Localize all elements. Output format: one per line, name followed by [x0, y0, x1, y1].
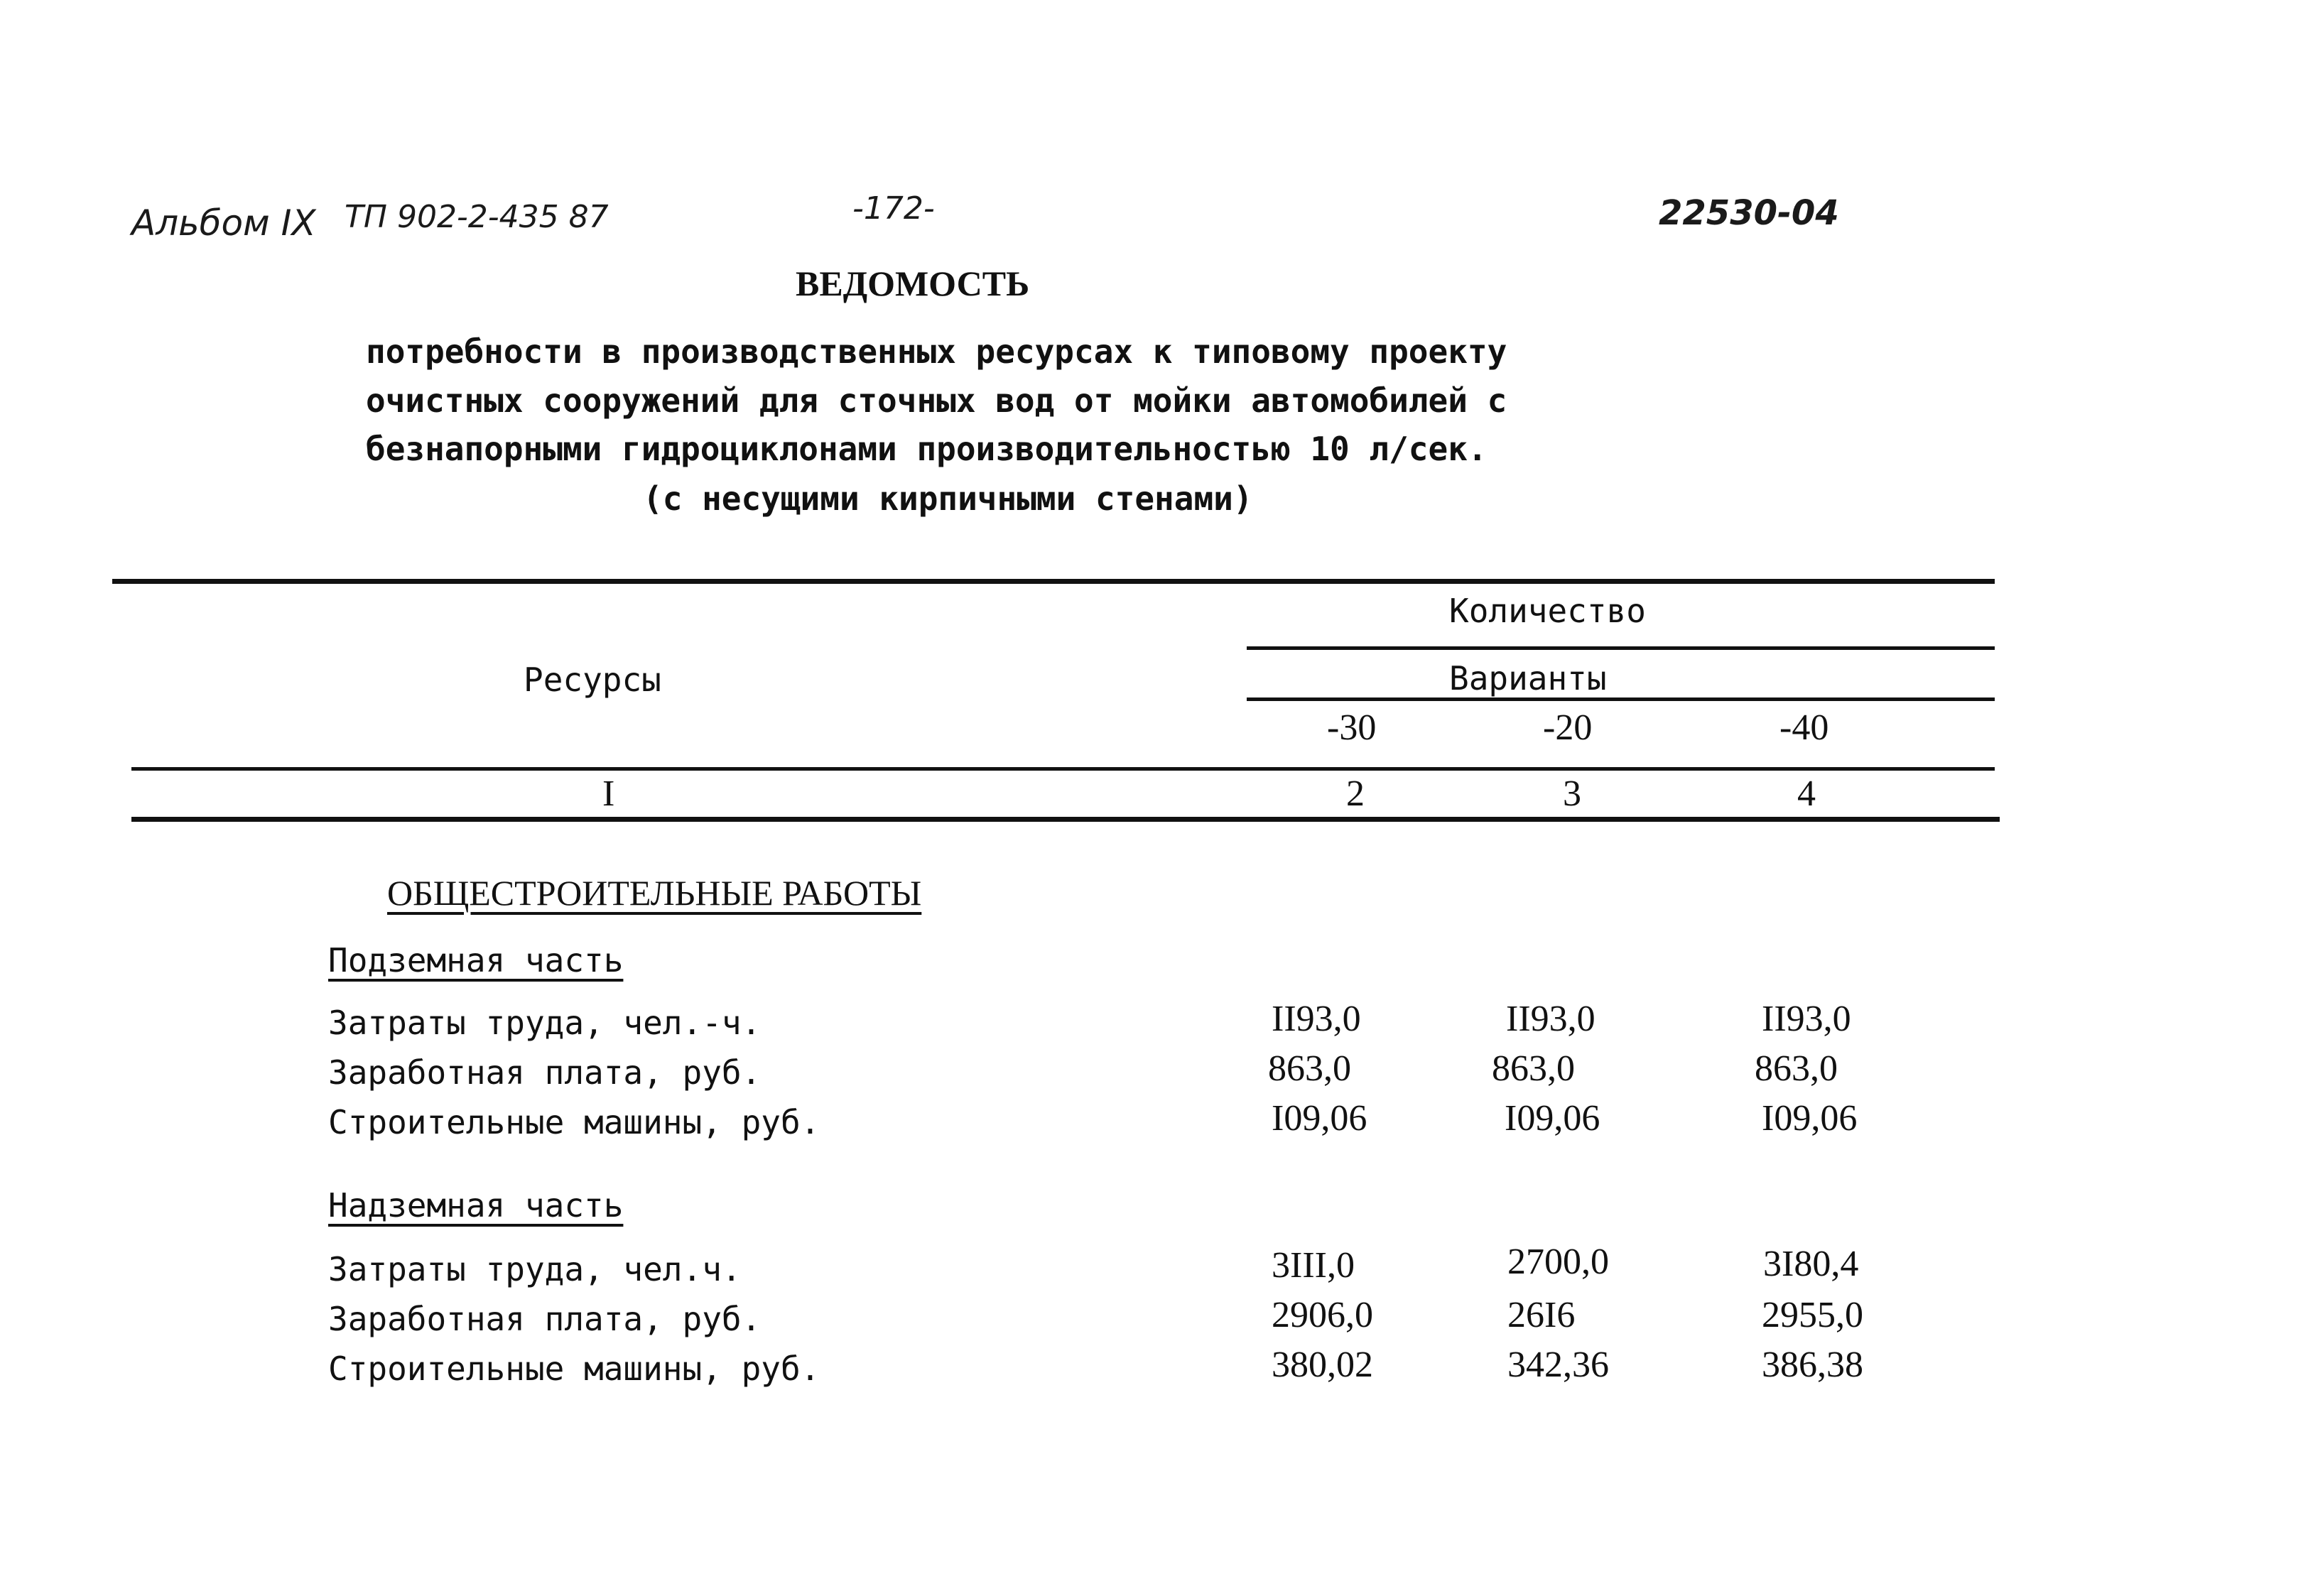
row-label: Затраты труда, чел.-ч.	[328, 1004, 762, 1042]
variant-header-2: -20	[1543, 707, 1593, 748]
column-numbers-bottom-rule	[131, 817, 2000, 822]
subtitle-line-1: потребности в производственных ресурсах к типовому проекту	[366, 332, 1507, 371]
row-value-variant-3: 863,0	[1755, 1048, 1838, 1089]
project-code: ТП 902-2-435 87	[345, 199, 609, 235]
subtitle-line-3: безнапорными гидроциклонами производительностью 10 л/сек.	[366, 430, 1488, 468]
row-value-variant-1: 863,0	[1268, 1048, 1351, 1089]
quantity-underline	[1247, 646, 1995, 650]
row-value-variant-2: 863,0	[1492, 1048, 1575, 1089]
row-value-variant-3: 2955,0	[1762, 1295, 1863, 1335]
row-value-variant-1: I09,06	[1272, 1098, 1367, 1139]
subtitle-line-4: (с несущими кирпичными стенами)	[643, 479, 1253, 518]
row-value-variant-3: 3I80,4	[1763, 1244, 1859, 1284]
section-title: ОБЩЕСТРОИТЕЛЬНЫЕ РАБОТЫ	[387, 873, 922, 913]
table-top-rule	[112, 579, 1995, 584]
variant-header-1: -30	[1327, 707, 1377, 748]
row-value-variant-3: II93,0	[1762, 999, 1851, 1039]
document-number: 22530-04	[1659, 193, 1839, 233]
row-value-variant-2: 26I6	[1507, 1295, 1576, 1335]
group-title-aboveground: Надземная часть	[328, 1186, 624, 1225]
column-number-3: 3	[1563, 773, 1581, 814]
row-value-variant-1: 2906,0	[1272, 1295, 1373, 1335]
row-value-variant-2: 342,36	[1507, 1345, 1609, 1385]
row-label: Строительные машины, руб.	[328, 1350, 820, 1388]
row-value-variant-3: I09,06	[1762, 1098, 1858, 1139]
variant-header-3: -40	[1779, 707, 1829, 748]
row-label: Затраты труда, чел.ч.	[328, 1250, 742, 1288]
group-title-underground: Подземная часть	[328, 941, 624, 979]
row-label: Заработная плата, руб.	[328, 1053, 762, 1092]
row-label: Заработная плата, руб.	[328, 1300, 762, 1338]
quantity-header: Количество	[1449, 592, 1646, 630]
document-title: ВЕДОМОСТЬ	[796, 264, 1030, 303]
resources-header: Ресурсы	[524, 661, 661, 699]
column-number-4: 4	[1797, 773, 1816, 814]
row-value-variant-1: II93,0	[1272, 999, 1361, 1039]
row-value-variant-2: I09,06	[1505, 1098, 1600, 1139]
column-number-1: I	[602, 773, 615, 814]
subtitle-line-2: очистных сооружений для сточных вод от мойки автомобилей с	[366, 381, 1507, 420]
page-number: -172-	[852, 190, 935, 227]
column-number-2: 2	[1346, 773, 1365, 814]
row-value-variant-3: 386,38	[1762, 1345, 1863, 1385]
variants-header: Варианты	[1449, 659, 1607, 697]
variants-underline	[1247, 697, 1995, 701]
row-value-variant-2: II93,0	[1506, 999, 1595, 1039]
row-value-variant-2: 2700,0	[1507, 1242, 1609, 1282]
album-label: Альбом IX	[131, 202, 316, 244]
row-value-variant-1: 380,02	[1272, 1345, 1373, 1385]
header-bottom-rule	[131, 767, 1995, 771]
row-label: Строительные машины, руб.	[328, 1103, 820, 1141]
row-value-variant-1: 3III,0	[1272, 1245, 1355, 1286]
